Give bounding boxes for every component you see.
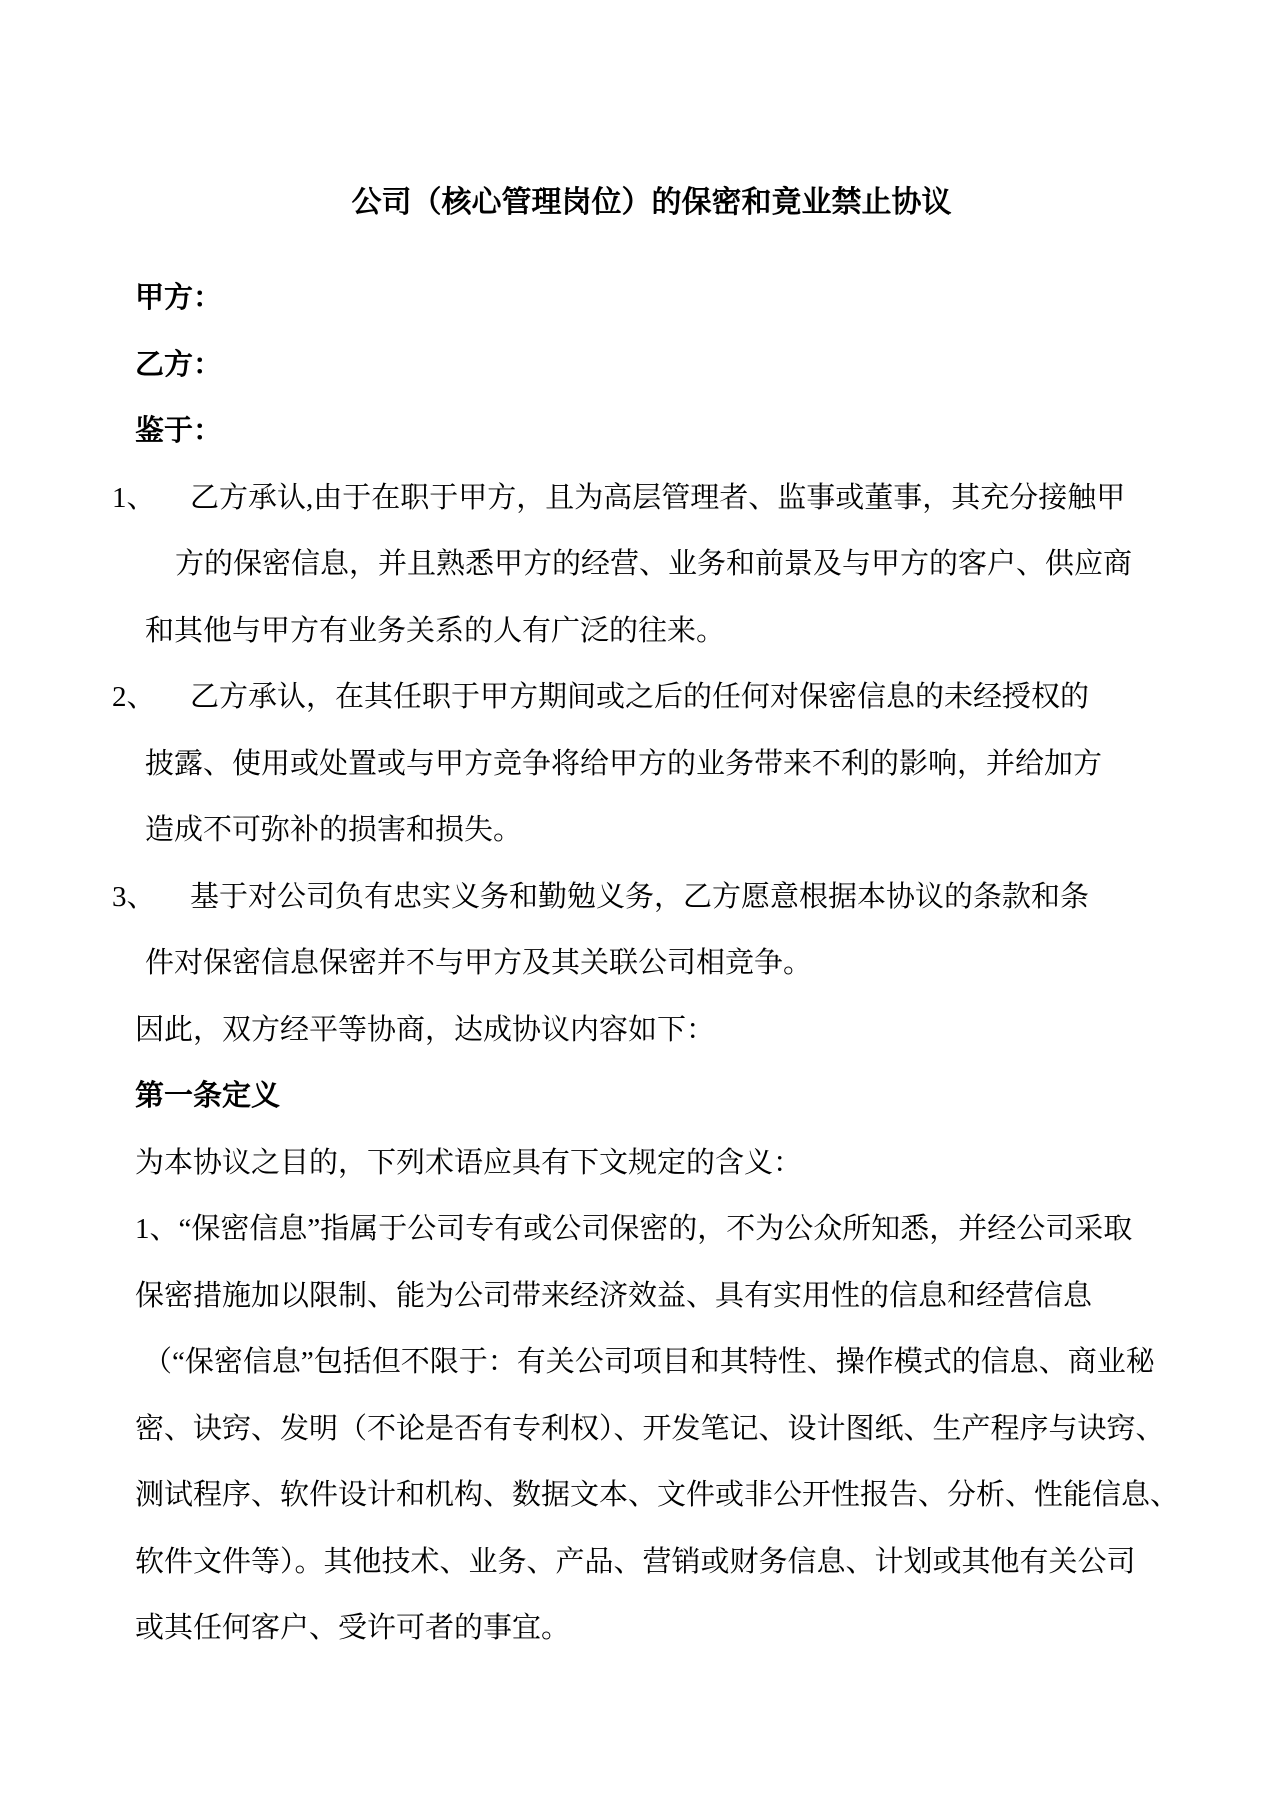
definitions-intro <box>135 1145 1168 1212</box>
whereas-item-1-cont-text: 和其他与甲方有业务关系的人有广泛的往来。 <box>145 614 726 647</box>
document-title <box>135 185 1168 280</box>
party-b-label <box>135 347 1168 414</box>
definition-1-line <box>135 1411 1168 1478</box>
section-1-heading-text: 第一条定义 <box>135 1080 281 1112</box>
whereas-item-2-text: 乙方承认，在其任职于甲方期间或之后的任何对保密信息的未经授权的 <box>190 681 1090 713</box>
definition-1-line <box>135 1610 1168 1677</box>
definition-1-line <box>143 1344 1168 1411</box>
list-item-number: 2、 <box>112 681 156 713</box>
agreement-intro-text: 因此，双方经平等协商，达成协议内容如下： <box>135 1013 716 1046</box>
whereas-item-1-text: 乙方承认,由于在职于甲方，且为高层管理者、监事或董事，其充分接触甲 <box>190 481 1126 514</box>
definition-1-line-text: 或其任何客户、受许可者的事宜。 <box>135 1612 571 1644</box>
whereas-item-3-cont <box>145 945 1168 1012</box>
whereas-item-3-cont-text: 件对保密信息保密并不与甲方及其关联公司相竞争。 <box>145 947 813 979</box>
whereas-item-1 <box>112 480 1168 547</box>
definition-1-line <box>135 1544 1168 1611</box>
agreement-intro <box>135 1012 1168 1079</box>
party-a-label-text: 甲方： <box>135 282 223 314</box>
whereas-label <box>135 413 1168 480</box>
definition-1-line <box>135 1477 1180 1544</box>
document-title-text: 公司（核心管理岗位）的保密和竟业禁止协议 <box>351 186 952 219</box>
party-a-label <box>135 280 1168 347</box>
definition-1-line <box>135 1278 1168 1345</box>
definition-1-line-text: （“保密信息”包括但不限于：有关公司项目和其特性、操作模式的信息、商业秘 <box>143 1346 1155 1378</box>
whereas-item-1-cont-text: 方的保密信息，并且熟悉甲方的经营、业务和前景及与甲方的客户、供应商 <box>175 548 1133 580</box>
whereas-item-1-cont <box>175 546 1168 613</box>
whereas-item-3 <box>112 879 1168 946</box>
definitions-intro-text: 为本协议之目的，下列术语应具有下文规定的含义： <box>135 1146 803 1179</box>
definition-1-line-text: 测试程序、软件设计和机构、数据文本、文件或非公开性报告、分析、性能信息、 <box>135 1479 1180 1511</box>
definition-1-line <box>135 1211 1168 1278</box>
section-1-heading <box>135 1078 1168 1145</box>
definition-1-line-text: 密、诀窍、发明（不论是否有专利权）、开发笔记、设计图纸、生产程序与诀窍、 <box>135 1412 1165 1445</box>
list-item-number: 3、 <box>112 880 156 913</box>
whereas-item-2-cont <box>145 746 1168 813</box>
whereas-label-text: 鉴于： <box>135 415 223 447</box>
party-b-label-text: 乙方： <box>135 348 223 381</box>
definition-1-line-text: 1、“保密信息”指属于公司专有或公司保密的，不为公众所知悉，并经公司采取 <box>135 1213 1133 1245</box>
definition-1-line-text: 软件文件等）。其他技术、业务、产品、营销或财务信息、计划或其他有关公司 <box>135 1545 1136 1578</box>
whereas-item-1-cont <box>145 613 1168 680</box>
whereas-item-2-cont-text: 造成不可弥补的损害和损失。 <box>145 814 523 846</box>
whereas-item-2-cont <box>145 812 1168 879</box>
whereas-item-2 <box>112 679 1168 746</box>
document-content <box>112 185 1180 1677</box>
whereas-item-2-cont-text: 披露、使用或处置或与甲方竞争将给甲方的业务带来不利的影响，并给加方 <box>145 747 1103 780</box>
list-item-number: 1、 <box>112 481 156 514</box>
definition-1-line-text: 保密措施加以限制、能为公司带来经济效益、具有实用性的信息和经营信息 <box>135 1279 1093 1312</box>
whereas-item-3-text: 基于对公司负有忠实义务和勤勉义务，乙方愿意根据本协议的条款和条 <box>190 880 1090 913</box>
